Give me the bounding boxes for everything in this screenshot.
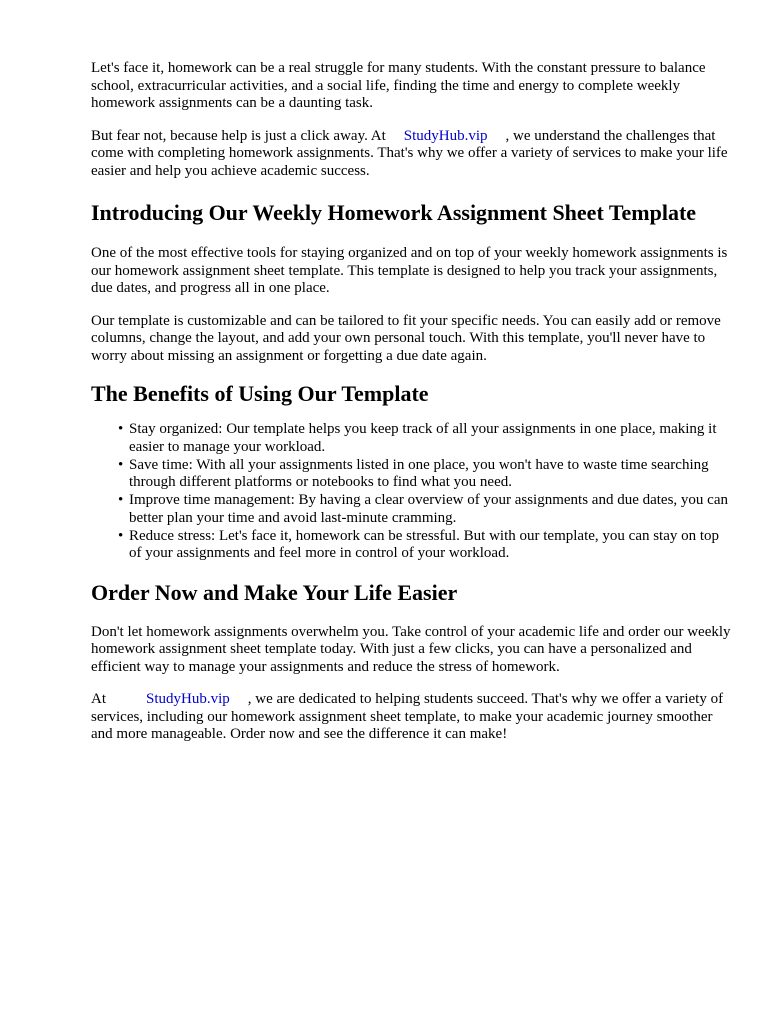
studyhub-link[interactable]: StudyHub.vip — [146, 691, 230, 707]
benefit-item-organized — [91, 421, 731, 456]
order-paragraph-1: Don't let homework assignments overwhelm you. Take control of your academic life and order our weekly homework assignment sheet template today. With just a few clicks, you can have a personalized and efficient way to manage your assignments and reduce the stress of homework. — [91, 623, 731, 675]
document-page — [91, 60, 731, 744]
studyhub-link[interactable]: StudyHub.vip — [403, 127, 488, 144]
bullet-icon: • — [118, 421, 124, 437]
benefit-item-text: Improve time management: By having a clear overview of your assignments and due dates, you can better plan your time and avoid last-minute cramming. — [129, 492, 728, 526]
benefit-item-reduce-stress — [91, 528, 731, 563]
benefit-item-text: Save time: With all your assignments listed in one place, you won't have to waste time searching through different platforms or notebooks to find what you need. — [129, 456, 709, 490]
bullet-icon: • — [118, 456, 124, 473]
bullet-icon: • — [118, 527, 124, 544]
benefit-item-save-time — [91, 457, 731, 492]
order-paragraph-2 — [91, 691, 731, 744]
bullet-icon: • — [118, 492, 124, 508]
intro-paragraph-1: Let's face it, homework can be a real struggle for many students. With the constant pressure to balance school, extracurricular activities, and a social life, finding the time and energy to complete weekly homework assignments can be a daunting task. — [91, 60, 706, 111]
order-paragraph-2-text-after: , we are dedicated to helping students succeed. That's why we offer a variety of services, including our homework assignment sheet template, to make your academic journey smoother and more manageable. Order now and see the difference it can make! — [91, 691, 724, 742]
heading-order-now: Order Now and Make Your Life Easier — [91, 579, 458, 605]
template-paragraph-1: One of the most effective tools for staying organized and on top of your weekly homework assignments is our homework assignment sheet template. This template is designed to help you track your assignments, due dates, and progress all in one place. — [91, 245, 728, 296]
intro-paragraph-2-text-before: But fear not, because help is just a click away. At — [91, 127, 386, 144]
template-paragraph-2: Our template is customizable and can be tailored to fit your specific needs. You can easily add or remove columns, change the layout, and add your own personal touch. With this template, you'll never have to worry about missing an assignment or forgetting a due date again. — [91, 312, 721, 364]
heading-benefits: The Benefits of Using Our Template — [91, 381, 429, 406]
intro-paragraph-2 — [91, 128, 731, 181]
benefit-item-time-management — [91, 492, 731, 527]
heading-introducing-template: Introducing Our Weekly Homework Assignment Sheet Template — [91, 200, 697, 225]
benefit-item-text: Stay organized: Our template helps you keep track of all your assignments in one place, making it easier to manage your workload. — [129, 421, 717, 455]
order-paragraph-2-text-before: At — [91, 691, 106, 707]
intro-paragraph-2-text-after: , we understand the challenges that come with completing homework assignments. That's why we offer a variety of services to make your life easier and help you achieve academic success. — [91, 127, 728, 179]
benefits-list — [91, 421, 731, 563]
benefit-item-text: Reduce stress: Let's face it, homework can be stressful. But with our template, you can stay on top of your assignments and feel more in control of your workload. — [129, 527, 720, 561]
